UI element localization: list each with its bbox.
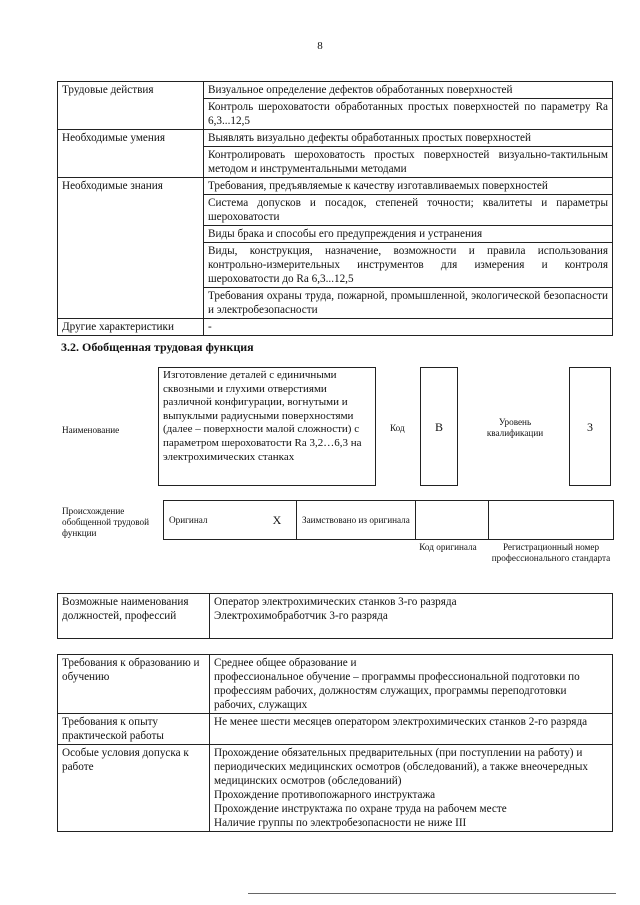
table-cell: Требования, предъявляемые к качеству изготавливаемых поверхностей xyxy=(204,178,613,195)
table-cell: Визуальное определение дефектов обработанных поверхностей xyxy=(204,82,613,99)
reg-number-cell xyxy=(489,501,614,540)
borrowed-label: Заимствовано из оригинала xyxy=(297,501,416,540)
function-name-box: Изготовление деталей с единичными сквозными и глухими отверстиями различной конфигурации, вогнутыми и выпуклыми радиусными поверхностями (далее – поверхности малой сложности) с параметром шероховатости Ra 3,2…6,3 на электрохимических станках xyxy=(158,367,376,486)
table-cell xyxy=(210,745,613,832)
position-item: Оператор электрохимических станков 3-го разряда xyxy=(214,596,457,608)
table-cell xyxy=(210,594,613,639)
row-label: Требования к опыту практической работы xyxy=(58,714,210,745)
row-label: Другие характеристики xyxy=(58,319,204,336)
code-original-cell xyxy=(416,501,489,540)
level-label: Уровень квалификации xyxy=(486,417,544,438)
row-label: Требования к образованию и обучению xyxy=(58,655,210,714)
table-cell: Не менее шести месяцев оператором электрохимических станков 2-го разряда xyxy=(210,714,613,745)
table-cell: Виды, конструкция, назначение, возможности и правила использования контрольно-измерительных инструментов для измерения и контроля шероховатости до Ra 6,3...12,5 xyxy=(204,243,613,288)
requirement-item: Среднее общее образование и xyxy=(214,657,357,669)
table-cell: Требования охраны труда, пожарной, промышленной, экологической безопасности и электробезопасности xyxy=(204,288,613,319)
table-cell: Виды брака и способы его предупреждения и устранения xyxy=(204,226,613,243)
row-label: Необходимые умения xyxy=(58,130,204,178)
table-cell: Контролировать шероховатость простых поверхностей визуально-тактильным методом и инструментальными методами xyxy=(204,147,613,178)
table-cell: Контроль шероховатости обработанных простых поверхностей по параметру Ra 6,3...12,5 xyxy=(204,99,613,130)
row-label: Возможные наименования должностей, профессий xyxy=(58,594,210,639)
original-mark: X xyxy=(258,501,297,540)
requirement-item: Прохождение инструктажа по охране труда на рабочем месте xyxy=(214,803,507,815)
level-value: 3 xyxy=(587,420,593,434)
table-cell xyxy=(210,655,613,714)
row-label: Особые условия допуска к работе xyxy=(58,745,210,832)
origin-table xyxy=(163,500,614,540)
requirement-item: Прохождение противопожарного инструктажа xyxy=(214,789,436,801)
code-label: Код xyxy=(390,423,405,433)
code-original-caption: Код оригинала xyxy=(419,542,477,552)
table-cell: Выявлять визуально дефекты обработанных простых поверхностей xyxy=(204,130,613,147)
table-cell: - xyxy=(204,319,613,336)
requirement-item: Прохождение обязательных предварительных (при поступлении на работу) и периодических медицинских осмотров (обследований), а также внеочередных медицинских осмотров (обследований) xyxy=(214,747,589,787)
row-label: Необходимые знания xyxy=(58,178,204,319)
row-label: Трудовые действия xyxy=(58,82,204,130)
original-label: Оригинал xyxy=(164,501,259,540)
labor-actions-table xyxy=(57,81,613,336)
scan-edge-line xyxy=(248,893,616,894)
requirements-table xyxy=(57,654,613,832)
requirement-item: Наличие группы по электробезопасности не ниже III xyxy=(214,817,467,829)
position-item: Электрохимобработчик 3-го разряда xyxy=(214,610,388,622)
requirement-item: профессиональное обучение – программы профессиональной подготовки по профессиям рабочих, должностям служащих, программы переподготовки рабочих, служащих xyxy=(214,671,580,711)
positions-table xyxy=(57,593,613,639)
table-cell: Система допусков и посадок, степеней точности; квалитеты и параметры шероховатости xyxy=(204,195,613,226)
section-title: 3.2. Обобщенная трудовая функция xyxy=(61,340,254,354)
code-value: В xyxy=(434,420,443,434)
name-label: Наименование xyxy=(62,425,120,435)
page-number: 8 xyxy=(317,40,323,52)
reg-number-caption: Регистрационный номер профессионального стандарта xyxy=(491,542,611,563)
origin-label: Происхождение обобщенной трудовой функции xyxy=(62,506,149,538)
